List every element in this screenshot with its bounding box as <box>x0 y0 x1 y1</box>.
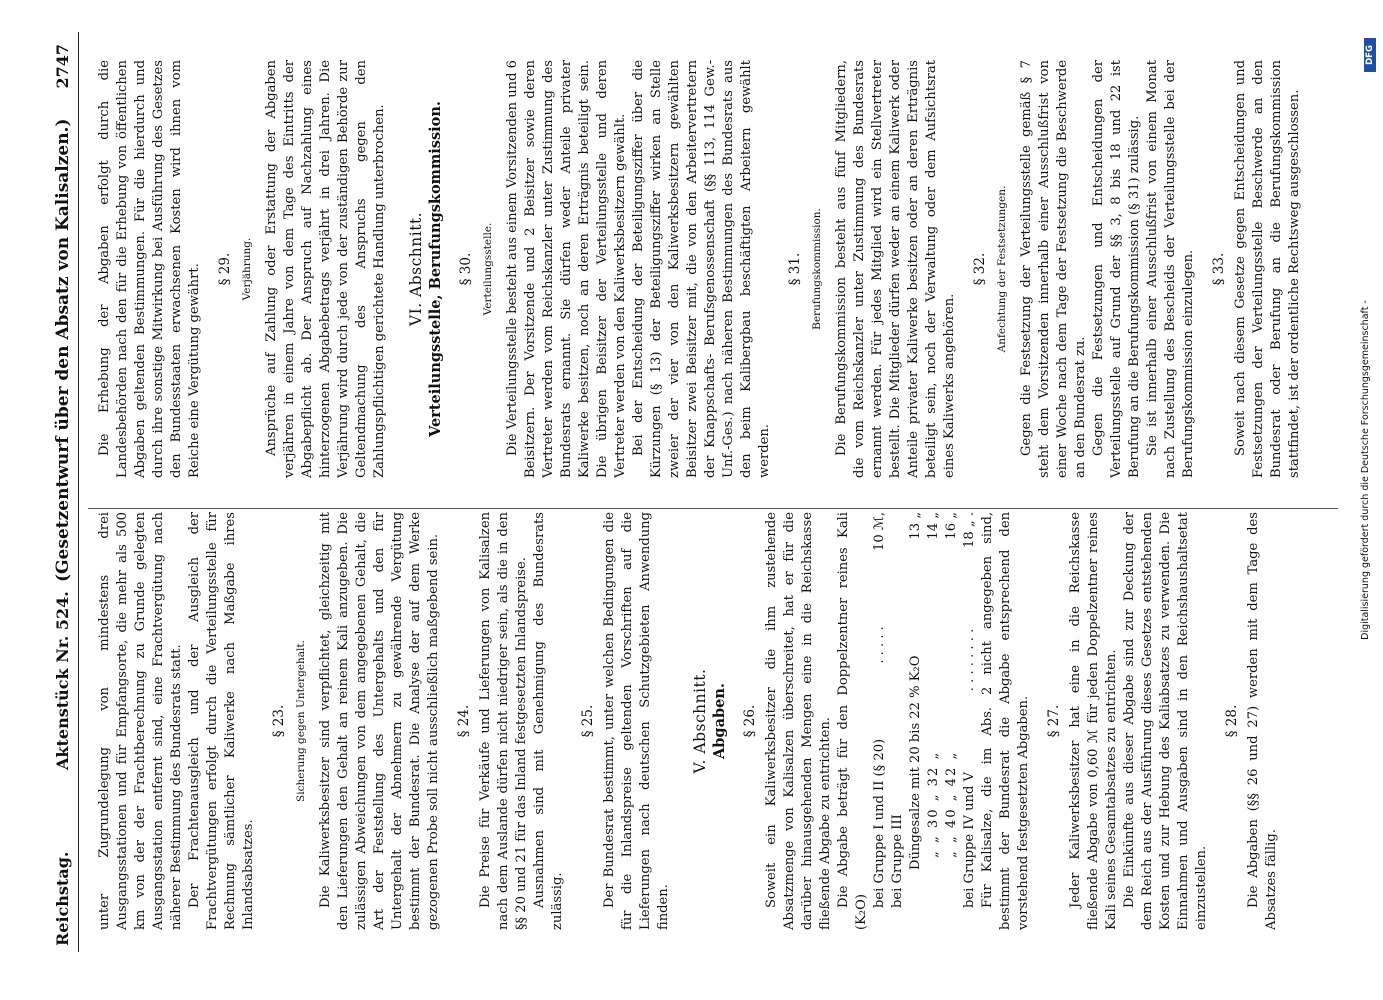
paragraph: Die Verteilungsstelle besteht aus einem Vorsitzenden und 6 Beisitzern. Der Vorsitzende und 2 Beisitzer sowie deren Vertreter werden vom Reichskanzler unter Zustimmung des Bundesrats ernannt. Sie dürfen weder Anteile privater Kaliwerke besitzen, noch an deren Erträgnis beteiligt sein. Die übrigen Beisitzer der Verteilungsstelle und deren Vertreter werden von den Kaliwerksbesitzern gewählt. <box>505 60 628 478</box>
section-heading-29: § 29. <box>217 252 233 286</box>
chapter-heading-v: V. Abschnitt. <box>691 668 709 774</box>
paragraph: Der Bundesrat bestimmt, unter welchen Bedingungen die für die Inlandspreise geltenden Vorschriften auf die Lieferungen nach deutschen Schutzgebieten Anwendung finden. <box>602 512 671 930</box>
paragraph: Die Einkünfte aus dieser Abgabe sind zur Deckung der dem Reich aus der Ausführung dieses Gesetzes entstehenden Kosten und zur Hebung des Kaliabsatzes zu verwenden. Die Einnahmen und Ausgaben sind in den Reichshaushaltsetat einzustellen. <box>1122 512 1209 930</box>
digitization-credit: Digitalisierung gefördert durch die Deutsche Forschungsgemeinschaft - <box>1360 300 1371 640</box>
section-subtitle: Sicherung gegen Untergehalt. <box>295 640 307 802</box>
column-divider <box>88 508 1338 509</box>
page-header <box>48 32 79 952</box>
paragraph: Gegen die Festsetzungen und Entscheidungen der Verteilungsstelle auf Grund der §§ 3, 8 bis 18 und 22 ist Berufung an die Berufungskommission (§ 31) zulässig. <box>1091 60 1142 478</box>
levy-rate-row <box>907 512 925 930</box>
paragraph: Bei der Entscheidung der Beteiligungsziffer über die Kürzungen (§ 13) der Beteiligungsziffer wirken an Stelle zweier der vier von den Kaliwerksbesitzern gewählten Beisitzer zwei Beisitzer mit, die von den Arbeitervertretern der Knappschafts- Berufsgenossenschaft (§§ 113, 114 Gew.-Unf.-Ges.) nach näheren Bestimmungen des Bundesrats aus den beim Kalibergbau beschäftigten Arbeitern gewählt werden. <box>631 60 772 478</box>
paragraph: Sie ist innerhalb einer Ausschlußfrist von einem Monat nach Zustellung des Bescheids der Verteilungsstelle bei der Berufungskommission einzulegen. <box>1145 60 1196 478</box>
section-heading-26: § 26. <box>742 704 758 738</box>
levy-rate-row <box>961 512 979 930</box>
levy-rate-value: 14 „ <box>926 512 941 540</box>
paragraph: Ansprüche auf Zahlung oder Erstattung der Abgaben verjähren in einem Jahre von dem Tage des Eintritts der Abgabepflicht ab. Der Anspruch auf Nachzahlung eines hinterzogenen Abgabebetrags verjährt in drei Jahren. Die Verjährung wird durch jede von der zuständigen Behörde zur Geltendmachung des Anspruchs gegen den Zahlungspflichtigen gerichtete Handlung unterbrochen. <box>264 60 387 478</box>
section-subtitle: Anfechtung der Festsetzungen. <box>996 185 1008 353</box>
levy-rate-label: Düngesalze mit 20 bis 22 % K₂O <box>908 655 923 870</box>
levy-rate-row <box>943 512 961 930</box>
levy-rate-row <box>871 512 889 930</box>
paragraph: Für Kalisalze, die im Abs. 2 nicht angegeben sind, bestimmt der Bundesrat die Abgabe entsprechend den vorstehend festgesetzten Abgaben. <box>980 512 1031 930</box>
section-heading-30: § 30. <box>458 252 474 286</box>
paragraph: Jeder Kaliwerksbesitzer hat eine in die Reichskasse fließende Abgabe von 0,60 ℳ für jeden Doppelzentner reines Kali seines Gesamtabsatzes zu entrichten. <box>1068 512 1119 930</box>
levy-rate-row <box>889 512 907 930</box>
header-reichstag: Reichstag. <box>53 851 72 946</box>
levy-rate-label: bei Gruppe IV und V <box>962 772 977 908</box>
paragraph: Die Berufungskommission besteht aus fünf Mitgliedern, die vom Reichskanzler unter Zustimmung des Bundesrats ernannt werden. Für jedes Mitglied wird ein Stellvertreter bestellt. Die Mitglieder dürfen weder an einem Kaliwerk oder Anteile privater Kaliwerke besitzen oder an deren Erträgnis beteiligt sein, noch der Verwaltung oder dem Aufsichtsrat eines Kaliwerks angehören. <box>834 60 957 478</box>
section-heading-28: § 28. <box>1224 704 1240 738</box>
right-column <box>96 60 1326 478</box>
paragraph: Gegen die Festsetzung der Verteilungsstelle gemäß § 7 steht dem Vorsitzenden innerhalb einer Ausschlußfrist von einer Woche nach dem Tage der Festsetzung die Beschwerde an den Bundesrat zu. <box>1019 60 1088 478</box>
levy-rate-value: 13 „ <box>908 512 923 540</box>
section-heading-24: § 24. <box>456 704 472 738</box>
paragraph: Die Kaliwerksbesitzer sind verpflichtet, gleichzeitig mit den Lieferungen den Gehalt an reinem Kali anzugeben. Die zulässigen Abweichungen von dem angegebenen Gehalt, die Art der Feststellung des Untergehalts und den für Untergehalt der Abnehmern zu gewährende Vergütung bestimmt der Bundesrat. Die Analyse der auf dem Werke gezogenen Probe soll nicht ausschließlich maßgebend sein. <box>318 512 441 930</box>
header-title: (Gesetzentwurf über den Absatz von Kalisalzen.) <box>53 118 73 582</box>
paragraph: Ausnahmen sind mit Genehmigung des Bundesrats zulässig. <box>532 512 565 930</box>
levy-rate-leader: . . . . . <box>872 626 887 664</box>
section-heading-25: § 25. <box>580 704 596 738</box>
header-document-number: Aktenstück Nr. 524. <box>53 591 72 770</box>
chapter-title-vi: Verteilungsstelle, Berufungskommission. <box>427 101 444 437</box>
left-column <box>96 512 1326 930</box>
paragraph: Soweit nach diesem Gesetze gegen Entscheidungen und Festsetzungen der Verteilungsstelle Beschwerde an den Bundesrat oder Berufung an die Berufungskommission stattfindet, ist der ordentliche Rechtsweg ausgeschlossen. <box>1233 60 1302 478</box>
levy-rate-row <box>925 512 943 930</box>
section-heading-23: § 23. <box>271 704 287 738</box>
chapter-title-v: Abgaben. <box>711 683 728 759</box>
chapter-heading-vi: VI. Abschnitt. <box>407 211 425 327</box>
section-subtitle: Verteilungsstelle. <box>482 222 494 316</box>
levy-rate-value: 10 ℳ, <box>872 512 887 551</box>
page-number: 2747 <box>53 44 72 89</box>
paragraph: Die Abgaben (§§ 26 und 27) werden mit dem Tage des Absatzes fällig. <box>1246 512 1279 930</box>
section-heading-32: § 32. <box>972 252 988 286</box>
paragraph: Die Preise für Verkäufe und Lieferungen von Kalisalzen nach dem Auslande dürfen nicht niedriger sein, als die in den §§ 20 und 21 für das Inland festgesetzten Inlandspreise. <box>478 512 529 930</box>
levy-rate-label: bei Gruppe I und II (§ 20) <box>872 738 887 908</box>
section-subtitle: Verjährung. <box>241 237 253 301</box>
paragraph: Der Frachtenausgleich und der Ausgleich der Frachtvergütungen erfolgt durch die Verteilungsstelle für Rechnung sämtlicher Kaliwerke nach Maßgabe ihres Inlandsabsatzes. <box>187 512 256 930</box>
levy-rate-table <box>871 512 979 930</box>
paragraph: unter Zugrundelegung von mindestens drei Ausgangsstationen und für Empfangsorte, die mehr als 500 km von der der Frachtberechnung zu Grunde gelegten Ausgangsstation entfernt sind, eine Frachtvergütung nach näherer Bestimmung des Bundesrats statt. <box>97 512 184 930</box>
levy-rate-value: 16 „ <box>944 512 959 540</box>
levy-rate-leader: . . . . . . . . <box>962 628 977 692</box>
section-heading-31: § 31. <box>787 252 803 286</box>
section-heading-27: § 27. <box>1046 704 1062 738</box>
section-heading-33: § 33. <box>1211 252 1227 286</box>
paragraph: Die Erhebung der Abgaben erfolgt durch die Landesbehörden nach den für die Erhebung von öffentlichen Abgaben geltenden Bestimmungen. Für die hierdurch und durch ihre sonstige Mitwirkung bei Ausführung des Gesetzes den Bundesstaaten erwachsenen Kosten wird ihnen vom Reiche eine Vergütung gewährt. <box>97 60 202 478</box>
paragraph: Soweit ein Kaliwerksbesitzer die ihm zustehende Absatzmenge von Kalisalzen überschreitet, hat er für die darüber hinausgehenden Mengen eine in die Reichskasse fließende Abgabe zu entrichten. <box>764 512 833 930</box>
section-subtitle: Berufungskommission. <box>811 208 823 330</box>
levy-rate-label: bei Gruppe III <box>890 814 905 908</box>
levy-rate-label: „ „ 30 „ 32 „ <box>926 750 941 858</box>
levy-rate-value: 18 „ . <box>962 512 977 548</box>
levy-rate-label: „ „ 40 „ 42 „ <box>944 750 959 858</box>
paragraph: Die Abgabe beträgt für den Doppelzentner reines Kali (K₂O) <box>836 512 869 930</box>
dfg-logo: DFG <box>1364 38 1376 72</box>
